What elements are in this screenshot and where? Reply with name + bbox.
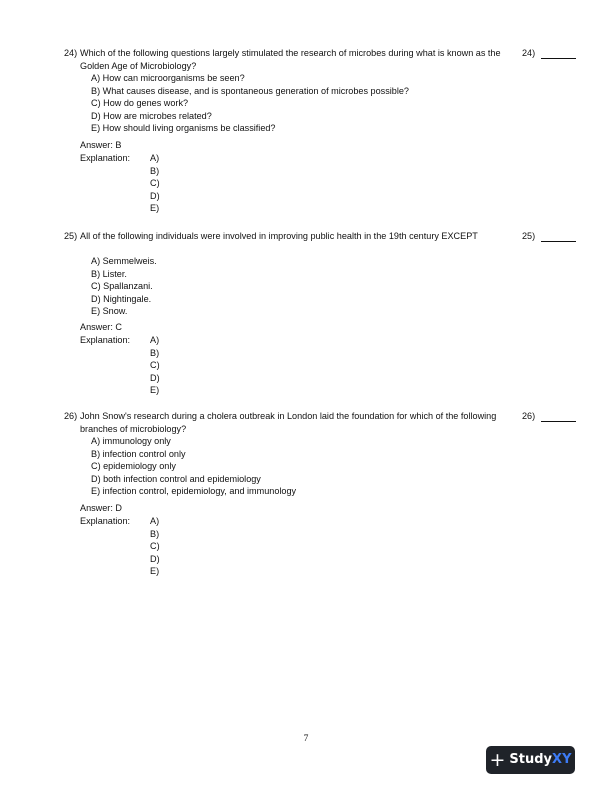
- question-number: 25): [64, 231, 78, 241]
- options-list: [91, 435, 296, 498]
- answer-slot-number: 24): [522, 48, 536, 58]
- option-e: E) Snow.: [91, 306, 128, 317]
- option-c: C) Spallanzani.: [91, 281, 153, 292]
- option-d: D) both infection control and epidemiology: [91, 473, 261, 484]
- explanation-letter-e: E): [150, 566, 160, 577]
- option-b: B) infection control only: [91, 448, 186, 459]
- question-number: 24): [64, 48, 78, 58]
- explanation-letter-d: D): [150, 553, 160, 564]
- option-b: B) What causes disease, and is spontaneous generation of microbes possible?: [91, 85, 409, 96]
- explanation-letter-a: A): [150, 516, 160, 526]
- logo-text-study: Study: [509, 751, 553, 767]
- answer-key: Answer: B: [80, 140, 122, 150]
- option-b: B) Lister.: [91, 268, 127, 279]
- options-list: [91, 255, 157, 318]
- question-text: All of the following individuals were involved in improving public health in the 19th century EXCEPT: [80, 231, 478, 241]
- explanation-letters: [150, 334, 160, 397]
- page-number: 7: [303, 734, 309, 744]
- explanation-letter-b: B): [150, 528, 160, 539]
- explanation-letter-a: A): [150, 335, 160, 345]
- question-number: 26): [64, 411, 78, 421]
- explanation-letter-c: C): [150, 360, 160, 371]
- explanation-letter-b: B): [150, 165, 160, 176]
- answer-blank: [541, 241, 576, 242]
- explanation-letter-e: E): [150, 203, 160, 214]
- option-a: A) immunology only: [91, 436, 171, 446]
- option-c: C) epidemiology only: [91, 461, 176, 472]
- explanation-label: Explanation:: [80, 335, 131, 345]
- explanation-letters: [150, 152, 160, 215]
- answer-blank: [541, 421, 576, 422]
- options-list: [91, 72, 409, 135]
- question-text: Which of the following questions largely stimulated the research of microbes during what is known as the Golden Age of Microbiology?: [80, 48, 501, 71]
- answer-blank: [541, 58, 576, 59]
- option-e: E) infection control, epidemiology, and immunology: [91, 486, 297, 497]
- explanation-letters: [150, 515, 160, 578]
- answer-key: Answer: D: [80, 503, 122, 513]
- explanation-label: Explanation:: [80, 516, 131, 526]
- answer-slot-number: 25): [522, 231, 536, 241]
- logo-text-xy: XY: [552, 751, 572, 767]
- answer-key: Answer: C: [80, 322, 122, 332]
- question-25: [0, 230, 612, 400]
- explanation-letter-e: E): [150, 385, 160, 396]
- explanation-letter-a: A): [150, 153, 160, 163]
- studyxy-logo[interactable]: [486, 746, 575, 774]
- question-24: [0, 47, 612, 217]
- plus-icon: +: [489, 748, 506, 771]
- option-d: D) Nightingale.: [91, 293, 152, 304]
- explanation-letter-d: D): [150, 372, 160, 383]
- explanation-letter-c: C): [150, 541, 160, 552]
- explanation-letter-c: C): [150, 178, 160, 189]
- question-26: [0, 410, 612, 580]
- explanation-letter-d: D): [150, 190, 160, 201]
- answer-slot-number: 26): [522, 411, 536, 421]
- explanation-letter-b: B): [150, 347, 160, 358]
- option-a: A) Semmelweis.: [91, 256, 157, 266]
- option-c: C) How do genes work?: [91, 98, 189, 109]
- question-text: John Snow's research during a cholera outbreak in London laid the foundation for which of the following branches of microbiology?: [80, 411, 497, 434]
- explanation-label: Explanation:: [80, 153, 131, 163]
- option-e: E) How should living organisms be classified?: [91, 123, 276, 134]
- option-d: D) How are microbes related?: [91, 110, 212, 121]
- option-a: A) How can microorganisms be seen?: [91, 73, 245, 83]
